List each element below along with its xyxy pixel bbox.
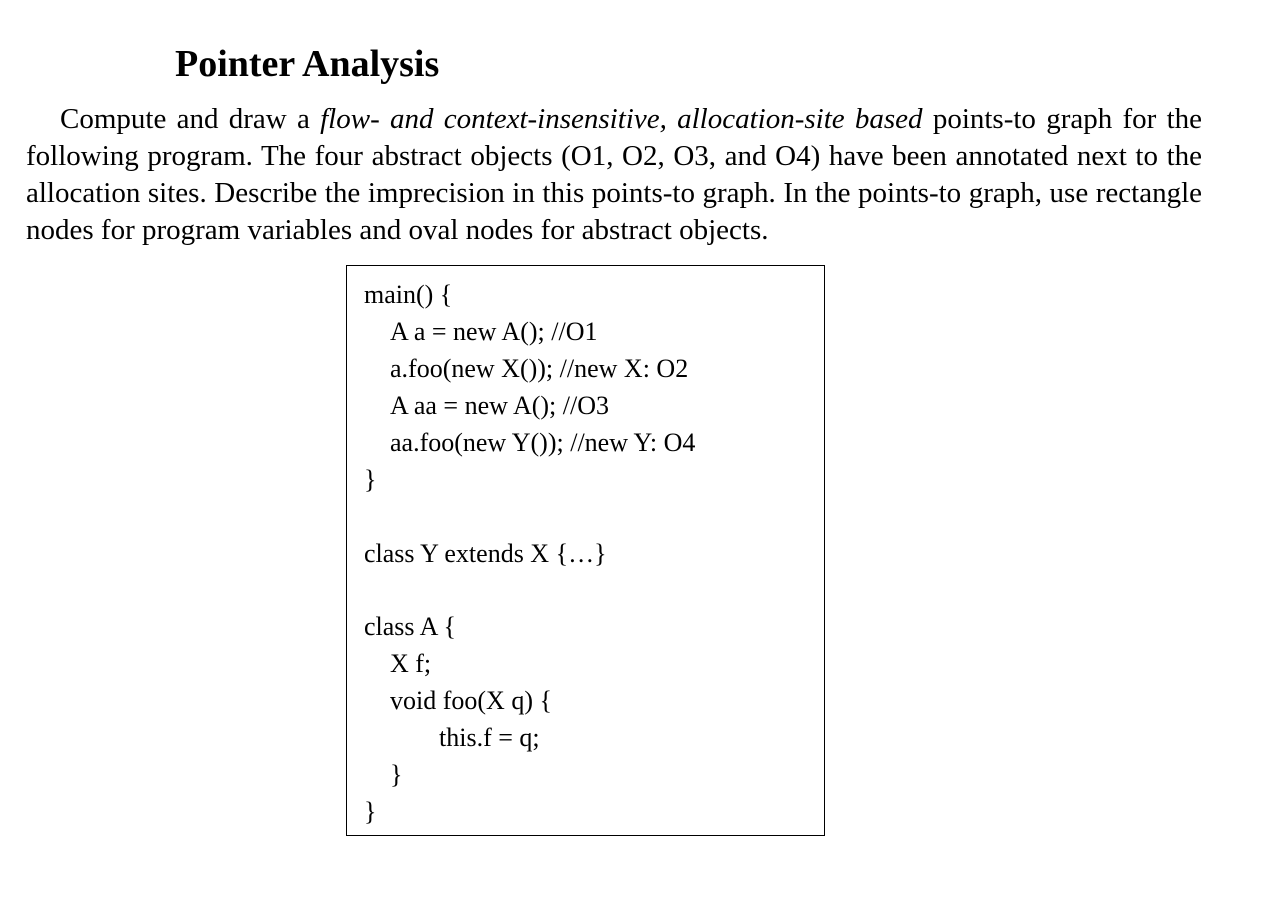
- code-line: void foo(X q) {: [390, 686, 552, 715]
- code-line: class Y extends X {…}: [364, 539, 607, 568]
- code-line: class A {: [364, 612, 456, 641]
- code-line: A a = new A(); //O1: [390, 317, 598, 346]
- problem-statement-tail: points-to graph for the following program. The four abstract objects (O1, O2, O3, and O4) have been annotated next to the allocation sites. Describe the imprecision in this points-to graph. In the points-to graph, use rectangle nodes for program variables and oval nodes for abstract objects.: [26, 103, 1203, 246]
- code-line: }: [390, 760, 403, 789]
- code-line: A aa = new A(); //O3: [390, 391, 610, 420]
- code-line: main() {: [364, 280, 453, 309]
- code-line: aa.foo(new Y()); //new Y: O4: [390, 428, 696, 457]
- code-line: a.foo(new X()); //new X: O2: [390, 354, 689, 383]
- code-line: }: [364, 797, 377, 826]
- problem-statement-lead: Compute and draw a: [60, 103, 321, 135]
- code-line: X f;: [390, 649, 432, 678]
- code-line: this.f = q;: [439, 723, 540, 752]
- problem-statement: [26, 101, 1202, 249]
- code-listing: [346, 265, 825, 836]
- code-line: }: [364, 465, 377, 494]
- problem-statement-emphasis: flow- and context-insensitive, allocation-site based: [320, 103, 923, 135]
- page-title: Pointer Analysis: [175, 43, 440, 85]
